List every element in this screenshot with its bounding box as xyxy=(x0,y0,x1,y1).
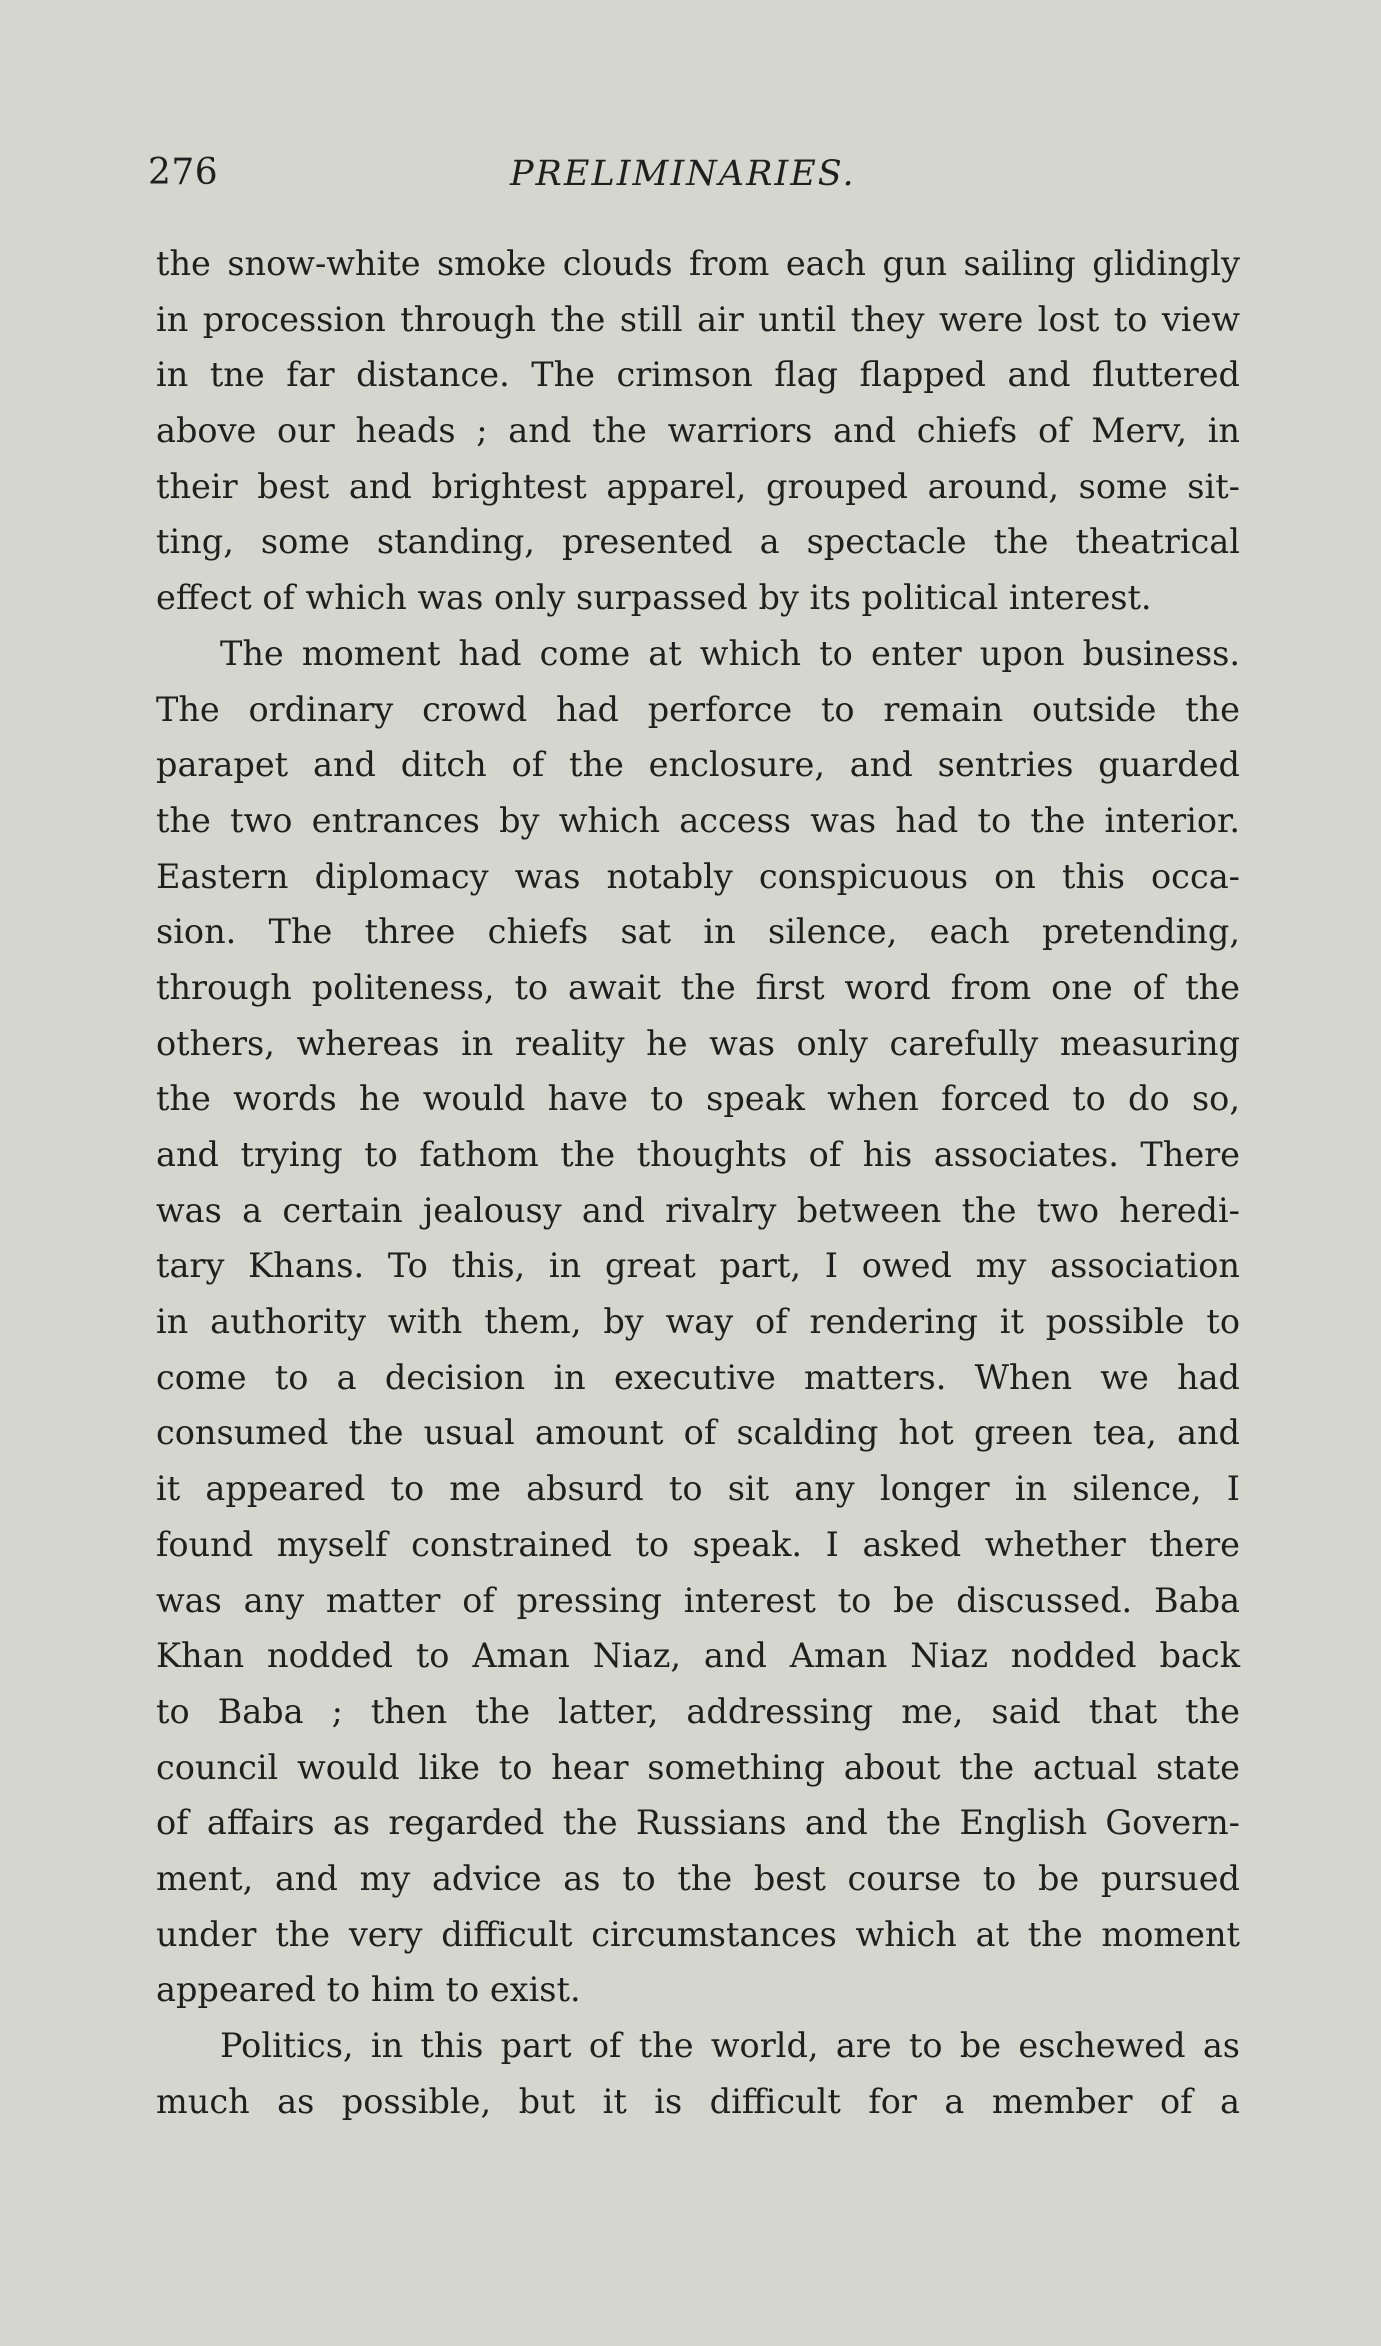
text-line: their best and brightest apparel, grouped around, some sit- xyxy=(156,466,1240,506)
text-line: and trying to fathom the thoughts of his associates. There xyxy=(156,1135,1240,1174)
text-line: ment, and my advice as to the best course to be pursued xyxy=(156,1858,1240,1898)
page-number: 276 xyxy=(148,152,219,193)
text-line: in procession through the still air until they were lost to view xyxy=(156,299,1240,339)
text-line: the snow-white smoke clouds from each gun sailing glidingly xyxy=(156,244,1240,283)
text-line: in authority with them, by way of rendering it possible to xyxy=(156,1302,1240,1342)
text-line: consumed the usual amount of scalding hot green tea, and xyxy=(156,1413,1240,1453)
text-line: under the very difficult circumstances which at the moment xyxy=(156,1914,1240,1954)
text-line: effect of which was only surpassed by its political interest. xyxy=(156,578,1152,618)
text-line: sion. The three chiefs sat in silence, each pretending, xyxy=(156,912,1240,952)
text-line: council would like to hear something about the actual state xyxy=(156,1747,1240,1787)
text-line: in tne far distance. The crimson flag flapped and fluttered xyxy=(156,355,1240,395)
text-line: Politics, in this part of the world, are to be eschewed as xyxy=(220,2026,1240,2065)
text-line: come to a decision in executive matters. When we had xyxy=(156,1357,1240,1397)
text-line: of affairs as regarded the Russians and the English Govern- xyxy=(156,1803,1240,1843)
text-line: to Baba ; then the latter, addressing me, said that the xyxy=(156,1691,1240,1731)
text-line: the words he would have to speak when forced to do so, xyxy=(156,1079,1240,1119)
text-line: Khan nodded to Aman Niaz, and Aman Niaz nodded back xyxy=(156,1636,1240,1676)
text-line: parapet and ditch of the enclosure, and sentries guarded xyxy=(156,745,1240,785)
text-line: much as possible, but it is difficult for a member of a xyxy=(156,2081,1240,2121)
text-line: through politeness, to await the first word from one of the xyxy=(156,967,1240,1007)
page-header xyxy=(144,152,1244,204)
running-head: PRELIMINARIES. xyxy=(510,154,856,194)
text-line: others, whereas in reality he was only carefully measuring xyxy=(156,1023,1240,1063)
text-line: found myself constrained to speak. I asked whether there xyxy=(156,1524,1240,1564)
text-line: The ordinary crowd had perforce to remain outside the xyxy=(156,689,1240,729)
text-line: was any matter of pressing interest to be discussed. Baba xyxy=(156,1580,1240,1620)
text-line: ting, some standing, presented a spectacle the theatrical xyxy=(156,522,1240,562)
text-line: the two entrances by which access was had to the interior. xyxy=(156,800,1240,840)
text-line: The moment had come at which to enter upon business. xyxy=(220,633,1240,673)
text-line: tary Khans. To this, in great part, I owed my association xyxy=(156,1246,1240,1286)
text-line: it appeared to me absurd to sit any longer in silence, I xyxy=(156,1469,1240,1509)
text-line: above our heads ; and the warriors and chiefs of Merv, in xyxy=(156,411,1240,451)
body-text xyxy=(156,236,1240,2129)
text-line: Eastern diplomacy was notably conspicuous on this occa- xyxy=(156,856,1240,896)
text-line: was a certain jealousy and rivalry between the two heredi- xyxy=(156,1190,1240,1230)
text-line: appeared to him to exist. xyxy=(156,1970,581,2010)
